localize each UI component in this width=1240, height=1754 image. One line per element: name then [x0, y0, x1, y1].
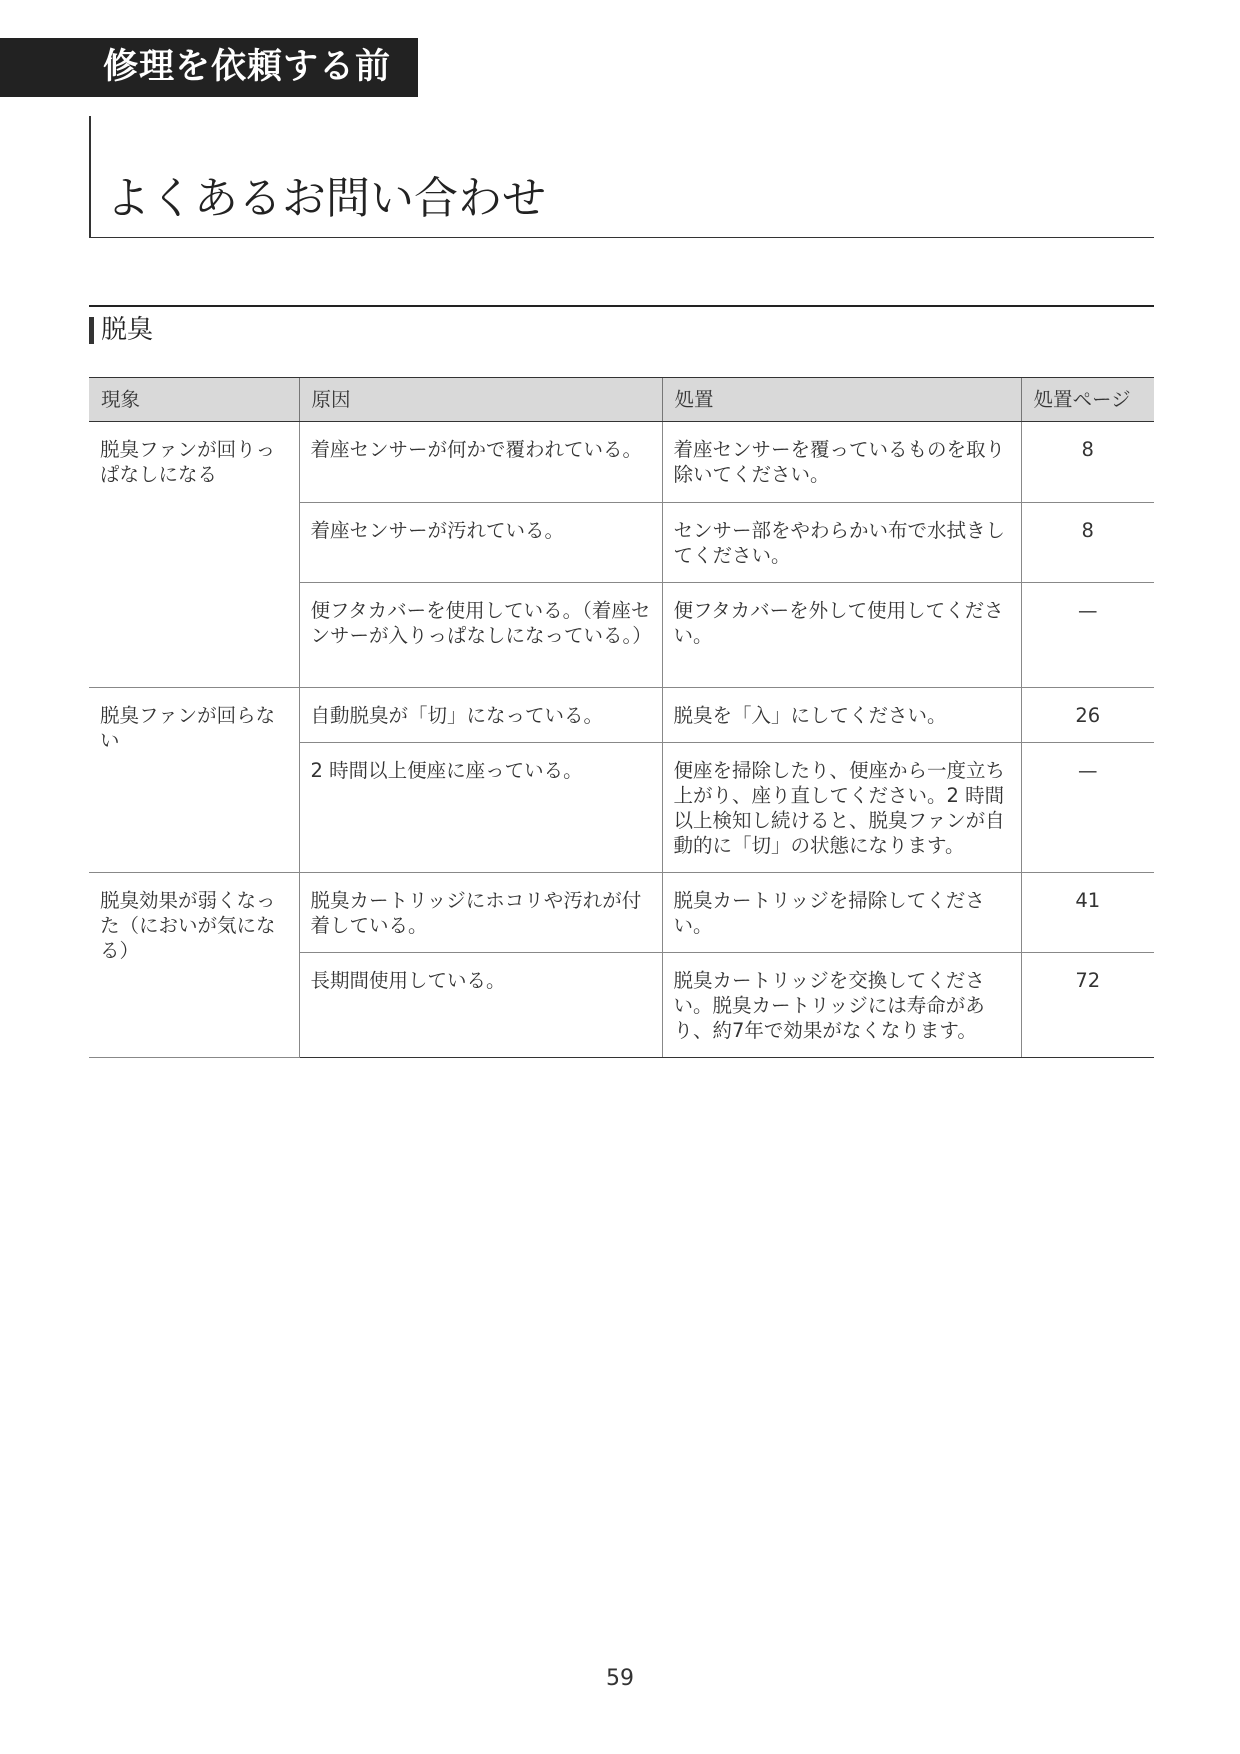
page-number: 59 [606, 1666, 634, 1691]
page-ref-cell: 8 [1021, 503, 1154, 583]
header-page: 処置ページ [1021, 378, 1154, 422]
page-ref-cell: — [1021, 583, 1154, 688]
remedy-cell: 脱臭カートリッジを交換してください。脱臭カートリッジには寿命があり、約7年で効果がなくなります。 [662, 953, 1021, 1058]
table-row [89, 688, 1154, 743]
section-divider [89, 305, 1154, 307]
remedy-cell: センサー部をやわらかい布で水拭きしてください。 [662, 503, 1021, 583]
header-cause: 原因 [299, 378, 662, 422]
cause-cell: 着座センサーが何かで覆われている。 [299, 422, 662, 503]
section-marker [89, 317, 94, 344]
symptom-cell: 脱臭ファンが回らない [89, 688, 299, 873]
header-symptom: 現象 [89, 378, 299, 422]
page-ref-cell: 8 [1021, 422, 1154, 503]
section-title: 脱臭 [101, 315, 154, 345]
page-ref-cell: 26 [1021, 688, 1154, 743]
symptom-cell: 脱臭ファンが回りっぱなしになる [89, 422, 299, 688]
title-block [89, 116, 1154, 238]
remedy-cell: 便フタカバーを外して使用してください。 [662, 583, 1021, 688]
table-row [89, 873, 1154, 953]
table-header-row [89, 378, 1154, 422]
remedy-cell: 脱臭を「入」にしてください。 [662, 688, 1021, 743]
remedy-cell: 脱臭カートリッジを掃除してください。 [662, 873, 1021, 953]
cause-cell: 着座センサーが汚れている。 [299, 503, 662, 583]
cause-cell: 自動脱臭が「切」になっている。 [299, 688, 662, 743]
page-ref-cell: 72 [1021, 953, 1154, 1058]
header-remedy: 処置 [662, 378, 1021, 422]
remedy-cell: 着座センサーを覆っているものを取り除いてください。 [662, 422, 1021, 503]
page-ref-cell: — [1021, 743, 1154, 873]
remedy-cell: 便座を掃除したり、便座から一度立ち上がり、座り直してください。2 時間以上検知し続けると、脱臭ファンが自動的に「切」の状態になります。 [662, 743, 1021, 873]
cause-cell: 長期間使用している。 [299, 953, 662, 1058]
page-title: よくあるお問い合わせ [106, 174, 546, 223]
cause-cell: 便フタカバーを使用している。（着座センサーが入りっぱなしになっている。） [299, 583, 662, 688]
cause-cell: 2 時間以上便座に座っている。 [299, 743, 662, 873]
chapter-banner: 修理を依頼する前に [0, 38, 418, 97]
table-row [89, 422, 1154, 503]
symptom-cell: 脱臭効果が弱くなった（においが気になる） [89, 873, 299, 1058]
cause-cell: 脱臭カートリッジにホコリや汚れが付着している。 [299, 873, 662, 953]
faq-table [89, 377, 1154, 1058]
page-ref-cell: 41 [1021, 873, 1154, 953]
